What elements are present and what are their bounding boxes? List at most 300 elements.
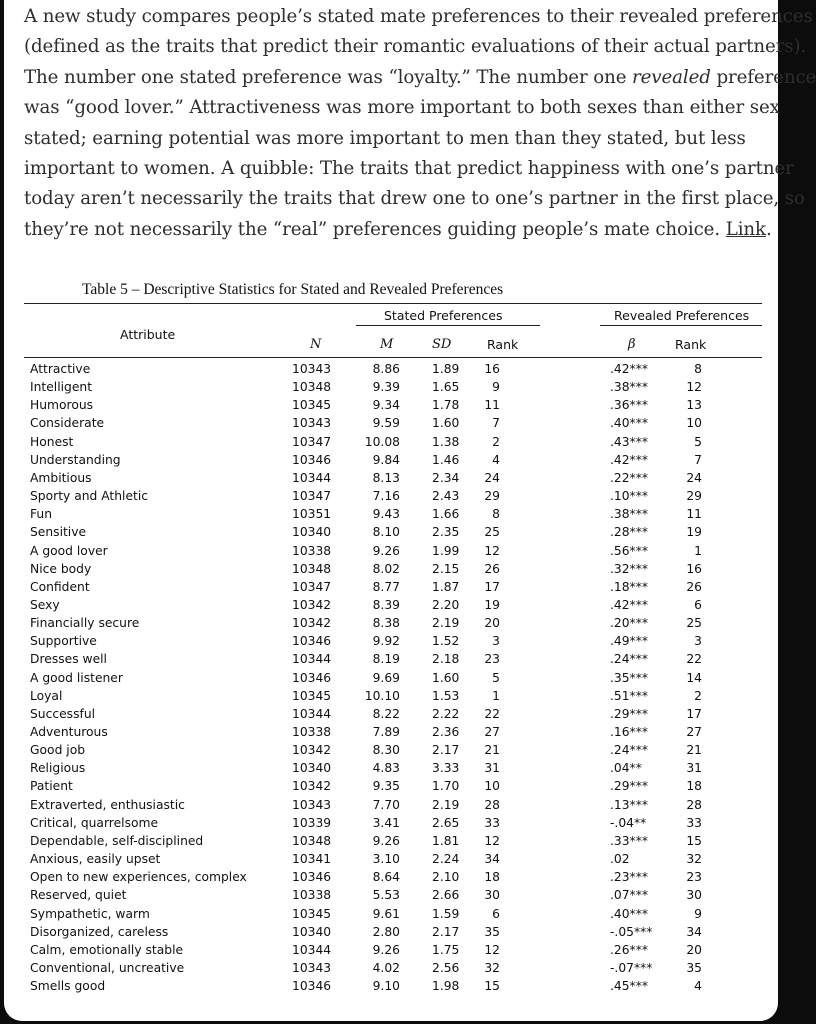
- attribute-cell: Religious: [30, 761, 86, 776]
- table-row: [4, 634, 778, 652]
- beta-cell: .18***: [610, 579, 649, 594]
- sd-column-header: SD: [432, 337, 452, 352]
- sd-cell: 2.35: [432, 525, 460, 540]
- table-row: [4, 562, 778, 580]
- table-top-rule: [24, 303, 762, 304]
- n-cell: 10342: [292, 743, 332, 758]
- stated-rank-cell: 8: [492, 507, 500, 522]
- stated-rank-cell: 3: [492, 634, 500, 649]
- mean-cell: 7.70: [372, 797, 400, 812]
- table-row: [4, 598, 778, 616]
- beta-cell: .40***: [610, 906, 649, 921]
- mean-column-header: M: [380, 337, 394, 352]
- beta-cell: .24***: [610, 743, 649, 758]
- attribute-cell: Dependable, self-disciplined: [30, 833, 204, 848]
- attribute-cell: Considerate: [30, 416, 105, 431]
- stated-rank-cell: 30: [484, 888, 500, 903]
- revealed-rank-cell: 29: [686, 489, 702, 504]
- mean-cell: 9.35: [372, 779, 400, 794]
- stated-rank-cell: 9: [492, 380, 500, 395]
- attribute-cell: Sexy: [30, 597, 60, 612]
- stated-rank-cell: 12: [484, 543, 500, 558]
- stated-rank-cell: 20: [484, 616, 500, 631]
- mean-cell: 9.26: [372, 543, 400, 558]
- n-cell: 10340: [292, 525, 332, 540]
- n-cell: 10343: [292, 362, 332, 376]
- table-title: Table 5 – Descriptive Statistics for Stated and Revealed Preferences: [82, 281, 504, 298]
- mean-cell: 9.26: [372, 833, 400, 848]
- beta-cell: .13***: [610, 797, 649, 812]
- sd-cell: 1.59: [432, 906, 460, 921]
- sd-cell: 1.78: [432, 398, 460, 413]
- revealed-rank-cell: 21: [686, 743, 702, 758]
- mean-cell: 9.84: [372, 452, 400, 467]
- table-row: [4, 689, 778, 707]
- mean-cell: 8.77: [372, 579, 400, 594]
- revealed-rank-cell: 32: [686, 852, 702, 867]
- n-cell: 10343: [292, 960, 332, 975]
- article-text-segment: they’re not necessarily the “real” preferences guiding people’s mate choice.: [24, 218, 726, 240]
- revealed-rank-cell: 35: [686, 960, 702, 975]
- n-cell: 10351: [292, 507, 332, 522]
- sd-cell: 2.65: [432, 815, 460, 830]
- n-cell: 10347: [292, 489, 332, 504]
- article-line: [24, 63, 816, 93]
- mean-cell: 2.80: [372, 924, 400, 939]
- table-row: [4, 779, 778, 797]
- revealed-rank-cell: 19: [686, 525, 702, 540]
- revealed-rank-cell: 20: [686, 942, 702, 957]
- stated-rank-cell: 17: [484, 579, 500, 594]
- beta-cell: .20***: [610, 616, 649, 631]
- beta-cell: .24***: [610, 652, 649, 667]
- attribute-cell: A good listener: [30, 670, 123, 685]
- n-cell: 10348: [292, 833, 332, 848]
- sd-cell: 1.53: [432, 688, 460, 703]
- n-cell: 10344: [292, 942, 332, 957]
- mean-cell: 8.13: [372, 470, 400, 485]
- table-row: [4, 907, 778, 925]
- stated-rank-cell: 24: [484, 470, 500, 485]
- stated-rank-cell: 19: [484, 597, 500, 612]
- mean-cell: 8.30: [372, 743, 400, 758]
- table-row: [4, 816, 778, 834]
- mean-cell: 9.39: [372, 380, 400, 395]
- stated-rank-cell: 26: [484, 561, 500, 576]
- table-row: [4, 507, 778, 525]
- revealed-group-rule: [600, 325, 762, 326]
- mean-cell: 3.10: [372, 852, 400, 867]
- beta-cell: .40***: [610, 416, 649, 431]
- beta-cell: .51***: [610, 688, 649, 703]
- article-emphasis: revealed: [632, 66, 711, 88]
- stated-preferences-header: Stated Preferences: [384, 308, 503, 323]
- table-row: [4, 471, 778, 489]
- beta-cell: .16***: [610, 725, 649, 739]
- sd-cell: 2.24: [432, 852, 460, 867]
- attribute-cell: Good job: [30, 743, 86, 758]
- post-card: [4, 0, 816, 1021]
- sd-cell: 2.43: [432, 489, 460, 504]
- sd-cell: 1.70: [432, 779, 460, 794]
- n-cell: 10346: [292, 452, 332, 467]
- table-row: [4, 743, 778, 761]
- n-cell: 10343: [292, 416, 332, 431]
- mean-cell: 7.16: [372, 489, 400, 504]
- attribute-cell: Nice body: [30, 561, 92, 576]
- mean-cell: 5.53: [372, 888, 400, 903]
- n-cell: 10342: [292, 616, 332, 631]
- table-row: [4, 798, 778, 816]
- article-line: A new study compares people’s stated mate preferences to their revealed preferences: [24, 6, 813, 27]
- attribute-cell: Calm, emotionally stable: [30, 942, 184, 957]
- n-cell: 10339: [292, 815, 332, 830]
- attribute-cell: Financially secure: [30, 616, 140, 631]
- attribute-cell: Patient: [30, 779, 73, 794]
- revealed-rank-cell: 5: [694, 434, 702, 449]
- beta-cell: .33***: [610, 833, 649, 848]
- n-cell: 10346: [292, 870, 332, 885]
- article-line: important to women. A quibble: The traits that predict happiness with one’s partner: [24, 158, 794, 180]
- sd-cell: 1.98: [432, 979, 460, 994]
- n-cell: 10340: [292, 924, 332, 939]
- beta-cell: .38***: [610, 507, 649, 522]
- beta-cell: .43***: [610, 434, 649, 449]
- revealed-rank-cell: 15: [686, 833, 702, 848]
- beta-cell: .04**: [610, 761, 642, 776]
- sd-cell: 1.38: [432, 434, 460, 449]
- mean-cell: 9.59: [372, 416, 400, 431]
- mean-cell: 3.41: [372, 815, 400, 830]
- revealed-rank-cell: 24: [686, 470, 702, 485]
- stated-rank-cell: 34: [484, 852, 500, 867]
- beta-cell: .29***: [610, 779, 649, 794]
- n-cell: 10340: [292, 761, 332, 776]
- revealed-rank-cell: 12: [686, 380, 702, 395]
- stated-rank-cell: 25: [484, 525, 500, 540]
- stated-rank-cell: 35: [484, 924, 500, 939]
- sd-cell: 2.17: [432, 924, 460, 939]
- sd-cell: 1.66: [432, 507, 460, 522]
- table-row: [4, 979, 778, 997]
- sd-cell: 2.19: [432, 616, 460, 631]
- table-row: [4, 435, 778, 453]
- stated-rank-cell: 16: [484, 362, 500, 376]
- sd-cell: 2.22: [432, 706, 460, 721]
- mean-cell: 8.39: [372, 597, 400, 612]
- stated-rank-cell: 28: [484, 797, 500, 812]
- revealed-rank-cell: 33: [686, 815, 702, 830]
- n-cell: 10348: [292, 561, 332, 576]
- article-text-segment: The number one stated preference was “loyalty.” The number one: [24, 66, 633, 88]
- sd-cell: 2.20: [432, 597, 460, 612]
- beta-cell: .35***: [610, 670, 649, 685]
- attribute-cell: Conventional, uncreative: [30, 960, 185, 975]
- sd-cell: 1.60: [432, 416, 460, 431]
- attribute-cell: Open to new experiences, complex: [30, 870, 247, 885]
- revealed-rank-cell: 28: [686, 797, 702, 812]
- revealed-rank-cell: 11: [686, 507, 702, 522]
- beta-cell: .36***: [610, 398, 649, 413]
- n-cell: 10342: [292, 779, 332, 794]
- beta-column-header: β: [628, 337, 636, 352]
- attribute-cell: Confident: [30, 579, 90, 594]
- table-row: [4, 888, 778, 906]
- n-cell: 10348: [292, 380, 332, 395]
- mean-cell: 9.43: [372, 507, 400, 522]
- stated-rank-cell: 12: [484, 833, 500, 848]
- mean-cell: 9.34: [372, 398, 400, 413]
- attribute-cell: Fun: [30, 507, 52, 522]
- revealed-rank-cell: 16: [686, 561, 702, 576]
- attribute-cell: Ambitious: [30, 470, 92, 485]
- article-line: was “good lover.” Attractiveness was more important to both sexes than either sex: [24, 97, 780, 119]
- mean-cell: 8.38: [372, 616, 400, 631]
- attribute-cell: Understanding: [30, 452, 121, 467]
- stated-rank-cell: 31: [484, 761, 500, 776]
- table-row: [4, 525, 778, 543]
- mean-cell: 10.08: [364, 434, 400, 449]
- n-cell: 10347: [292, 434, 332, 449]
- article-line: (defined as the traits that predict their romantic evaluations of their actual partners).: [24, 36, 807, 58]
- article-text: [24, 2, 816, 245]
- sd-cell: 1.75: [432, 942, 460, 957]
- sd-cell: 2.66: [432, 888, 460, 903]
- mean-cell: 10.10: [364, 688, 400, 703]
- beta-cell: .56***: [610, 543, 649, 558]
- stated-rank-cell: 7: [492, 416, 500, 431]
- mean-cell: 9.10: [372, 979, 400, 994]
- sd-cell: 1.52: [432, 634, 460, 649]
- attribute-cell: Loyal: [30, 688, 63, 703]
- stated-rank-cell: 21: [484, 743, 500, 758]
- stated-rank-cell: 27: [484, 725, 500, 739]
- table-header-rule: [24, 357, 762, 358]
- sd-cell: 2.36: [432, 725, 460, 739]
- table-row: [4, 544, 778, 562]
- stated-rank-cell: 10: [484, 779, 500, 794]
- revealed-rank-cell: 22: [686, 652, 702, 667]
- table-row: [4, 416, 778, 434]
- mean-cell: 9.61: [372, 906, 400, 921]
- sd-cell: 2.19: [432, 797, 460, 812]
- sd-cell: 2.10: [432, 870, 460, 885]
- n-cell: 10338: [292, 888, 332, 903]
- n-cell: 10346: [292, 634, 332, 649]
- table-row: [4, 925, 778, 943]
- revealed-rank-cell: 1: [694, 543, 702, 558]
- revealed-rank-cell: 13: [686, 398, 702, 413]
- attribute-cell: Smells good: [30, 979, 106, 994]
- attribute-cell: Successful: [30, 706, 96, 721]
- article-line: today aren’t necessarily the traits that drew one to one’s partner in the first place, so: [24, 188, 805, 210]
- stated-rank-cell: 2: [492, 434, 500, 449]
- n-cell: 10338: [292, 725, 332, 739]
- mean-cell: 4.83: [372, 761, 400, 776]
- n-cell: 10342: [292, 597, 332, 612]
- article-line: stated; earning potential was more important to men than they stated, but less: [24, 127, 746, 149]
- n-cell: 10343: [292, 797, 332, 812]
- beta-cell: .42***: [610, 597, 649, 612]
- table-row: [4, 453, 778, 471]
- revealed-rank-cell: 7: [694, 452, 702, 467]
- attribute-cell: Reserved, quiet: [30, 888, 127, 903]
- attribute-cell: Honest: [30, 434, 74, 449]
- mean-cell: 8.10: [372, 525, 400, 540]
- revealed-rank-cell: 26: [686, 579, 702, 594]
- stated-rank-cell: 15: [484, 979, 500, 994]
- mean-cell: 9.26: [372, 942, 400, 957]
- beta-cell: -.05***: [610, 924, 653, 939]
- revealed-rank-cell: 23: [686, 870, 702, 885]
- mean-cell: 9.92: [372, 634, 400, 649]
- attribute-cell: Supportive: [30, 634, 97, 649]
- sd-cell: 2.34: [432, 470, 460, 485]
- stated-rank-cell: 6: [492, 906, 500, 921]
- attribute-cell: Extraverted, enthusiastic: [30, 797, 185, 812]
- n-cell: 10345: [292, 906, 332, 921]
- revealed-rank-cell: 6: [694, 597, 702, 612]
- n-cell: 10344: [292, 706, 332, 721]
- article-text-segment: .: [765, 218, 772, 240]
- source-link[interactable]: Link: [725, 218, 766, 240]
- table-row: [4, 616, 778, 634]
- mean-cell: 4.02: [372, 960, 400, 975]
- mean-cell: 8.86: [372, 362, 400, 376]
- revealed-rank-cell: 14: [686, 670, 702, 685]
- attribute-cell: Sensitive: [30, 525, 87, 540]
- beta-cell: .45***: [610, 979, 649, 994]
- stated-rank-cell: 33: [484, 815, 500, 830]
- stated-rank-cell: 18: [484, 870, 500, 885]
- beta-cell: .02: [610, 852, 630, 867]
- revealed-rank-cell: 3: [694, 634, 702, 649]
- n-column-header: N: [310, 337, 322, 352]
- n-cell: 10346: [292, 670, 332, 685]
- stated-rank-cell: 1: [492, 688, 500, 703]
- n-cell: 10338: [292, 543, 332, 558]
- beta-cell: .23***: [610, 870, 649, 885]
- revealed-rank-cell: 34: [686, 924, 702, 939]
- sd-cell: 1.60: [432, 670, 460, 685]
- beta-cell: .26***: [610, 942, 649, 957]
- revealed-rank-cell: 10: [686, 416, 702, 431]
- table-row: [4, 870, 778, 888]
- sd-cell: 2.56: [432, 960, 460, 975]
- table-row: [4, 961, 778, 979]
- revealed-rank-cell: 27: [686, 725, 702, 739]
- mean-cell: 8.64: [372, 870, 400, 885]
- table-row: [4, 834, 778, 852]
- stated-rank-cell: 22: [484, 706, 500, 721]
- table-row: [4, 707, 778, 725]
- beta-cell: .38***: [610, 380, 649, 395]
- stated-group-rule: [356, 325, 540, 326]
- revealed-rank-cell: 4: [694, 979, 702, 994]
- sd-cell: 3.33: [432, 761, 460, 776]
- sd-cell: 1.81: [432, 833, 460, 848]
- sd-cell: 1.65: [432, 380, 460, 395]
- table-row: [4, 398, 778, 416]
- article-text-segment: preference: [710, 66, 816, 88]
- mean-cell: 8.22: [372, 706, 400, 721]
- beta-cell: .32***: [610, 561, 649, 576]
- attribute-cell: Intelligent: [30, 380, 93, 395]
- sd-cell: 2.15: [432, 561, 460, 576]
- table-row: [4, 761, 778, 779]
- revealed-rank-cell: 8: [694, 362, 702, 376]
- table-row: [4, 852, 778, 870]
- stated-rank-cell: 29: [484, 489, 500, 504]
- attribute-cell: Anxious, easily upset: [30, 852, 161, 867]
- stated-rank-cell: 11: [484, 398, 500, 413]
- sd-cell: 1.89: [432, 362, 460, 376]
- beta-cell: .42***: [610, 452, 649, 467]
- sd-cell: 1.87: [432, 579, 460, 594]
- revealed-rank-column-header: Rank: [675, 337, 707, 352]
- attribute-cell: Humorous: [30, 398, 94, 413]
- table-row: [4, 380, 778, 398]
- table-row: [4, 489, 778, 507]
- attribute-cell: Attractive: [30, 362, 91, 376]
- beta-cell: .49***: [610, 634, 649, 649]
- beta-cell: .07***: [610, 888, 649, 903]
- revealed-rank-cell: 17: [686, 706, 702, 721]
- attribute-cell: A good lover: [30, 543, 108, 558]
- n-cell: 10347: [292, 579, 332, 594]
- revealed-preferences-header: Revealed Preferences: [614, 308, 750, 323]
- n-cell: 10341: [292, 852, 332, 867]
- stated-rank-cell: 32: [484, 960, 500, 975]
- beta-cell: -.04**: [610, 815, 647, 830]
- table-row: [4, 943, 778, 961]
- revealed-rank-cell: 31: [686, 761, 702, 776]
- revealed-rank-cell: 2: [694, 688, 702, 703]
- stated-rank-column-header: Rank: [487, 337, 519, 352]
- sd-cell: 2.17: [432, 743, 460, 758]
- mean-cell: 8.19: [372, 652, 400, 667]
- beta-cell: .22***: [610, 470, 649, 485]
- sd-cell: 1.46: [432, 452, 460, 467]
- attribute-cell: Sympathetic, warm: [30, 906, 150, 921]
- stated-rank-cell: 12: [484, 942, 500, 957]
- mean-cell: 7.89: [372, 725, 400, 739]
- table-row: [4, 362, 778, 380]
- stated-rank-cell: 5: [492, 670, 500, 685]
- attribute-cell: Disorganized, careless: [30, 924, 169, 939]
- article-line: [24, 215, 772, 245]
- beta-cell: .29***: [610, 706, 649, 721]
- stated-rank-cell: 4: [492, 452, 500, 467]
- n-cell: 10345: [292, 398, 332, 413]
- attribute-cell: Adventurous: [30, 725, 108, 739]
- beta-cell: .42***: [610, 362, 649, 376]
- attribute-column-header: Attribute: [120, 327, 176, 342]
- table-row: [4, 725, 778, 743]
- beta-cell: .10***: [610, 489, 649, 504]
- attribute-cell: Sporty and Athletic: [30, 489, 149, 504]
- table-row: [4, 652, 778, 670]
- sd-cell: 1.99: [432, 543, 460, 558]
- n-cell: 10344: [292, 652, 332, 667]
- sd-cell: 2.18: [432, 652, 460, 667]
- n-cell: 10346: [292, 979, 332, 994]
- table-row: [4, 580, 778, 598]
- mean-cell: 8.02: [372, 561, 400, 576]
- stated-rank-cell: 23: [484, 652, 500, 667]
- beta-cell: .28***: [610, 525, 649, 540]
- n-cell: 10345: [292, 688, 332, 703]
